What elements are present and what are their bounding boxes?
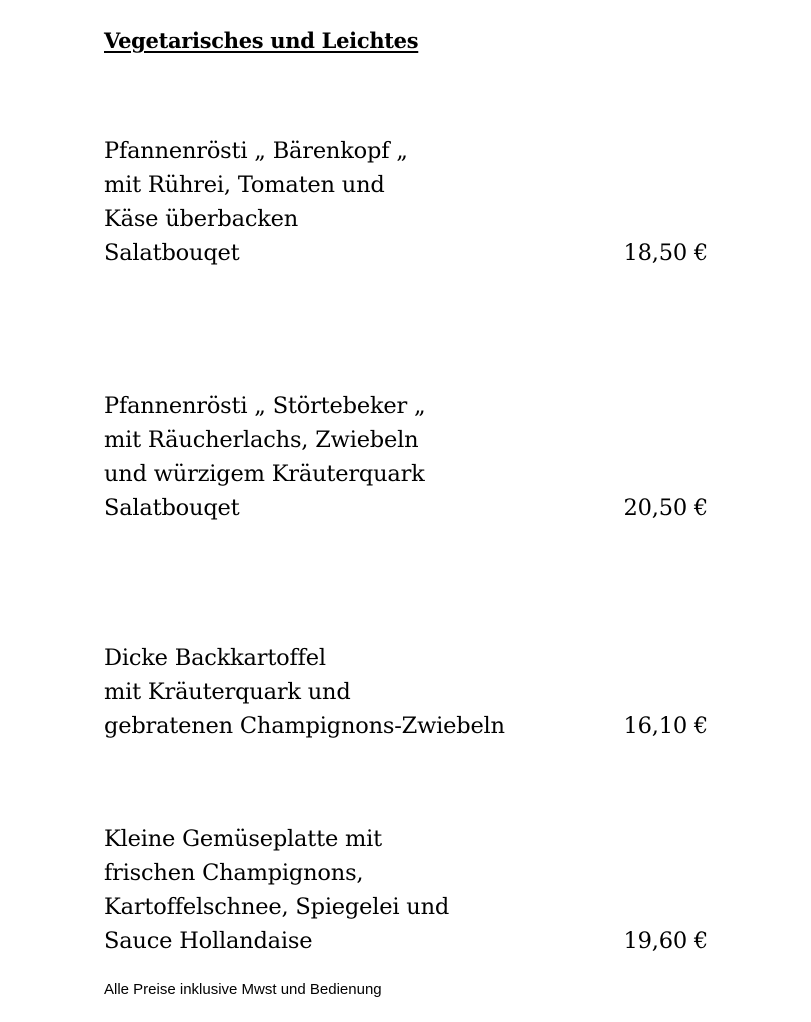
dish-name: Dicke Backkartoffel	[104, 645, 326, 671]
menu-item	[104, 822, 714, 958]
dish-name: Pfannenrösti „ Bärenkopf „	[104, 138, 408, 164]
dish-side-line: Salatbouqet	[104, 240, 240, 266]
section-heading: Vegetarisches und Leichtes	[104, 28, 419, 53]
dish-side-line: Salatbouqet	[104, 495, 240, 521]
dish-description-line: Käse überbacken	[104, 206, 299, 232]
dish-description-line: und würzigem Kräuterquark	[104, 461, 425, 487]
dish-name: Pfannenrösti „ Störtebeker „	[104, 393, 426, 419]
price-note: Alle Preise inklusive Mwst und Bedienung	[104, 981, 382, 998]
dish-description-line: frischen Champignons,	[104, 860, 364, 886]
dish-price: 20,50 €	[623, 495, 708, 521]
dish-price: 19,60 €	[623, 928, 708, 954]
dish-price: 18,50 €	[623, 240, 708, 266]
dish-description-line: Kartoffelschnee, Spiegelei und	[104, 894, 450, 920]
menu-item	[104, 134, 714, 270]
dish-price: 16,10 €	[623, 713, 708, 739]
menu-item	[104, 641, 714, 743]
dish-description-line: mit Kräuterquark und	[104, 679, 351, 705]
dish-description-line: mit Rührei, Tomaten und	[104, 172, 385, 198]
dish-description-line: gebratenen Champignons-Zwiebeln	[104, 713, 505, 739]
menu-item	[104, 389, 714, 525]
dish-description-line: mit Räucherlachs, Zwiebeln	[104, 427, 419, 453]
dish-description-line: Sauce Hollandaise	[104, 928, 313, 954]
dish-name: Kleine Gemüseplatte mit	[104, 826, 382, 852]
